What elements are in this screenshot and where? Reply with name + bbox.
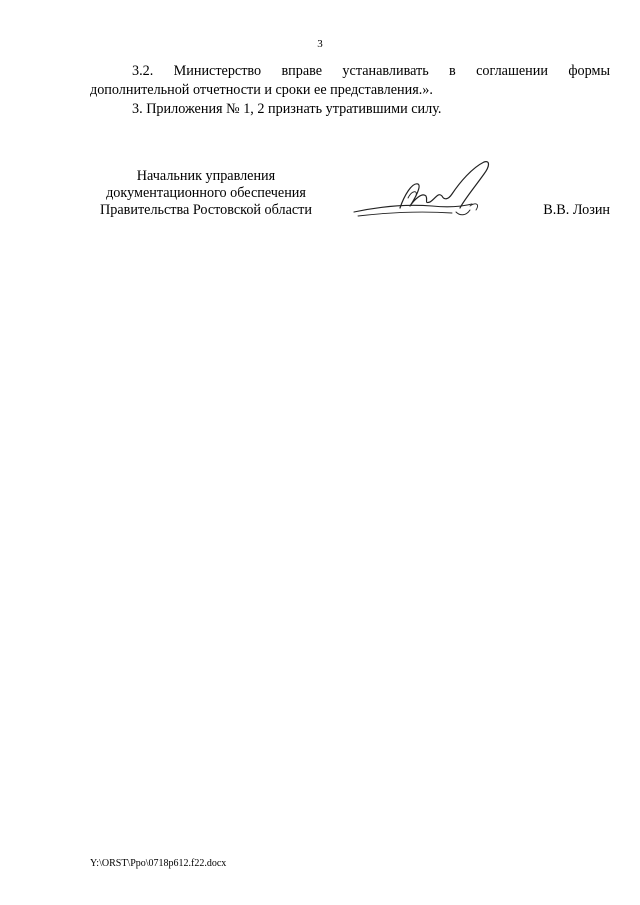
footer-file-path: Y:\ORST\Ppo\0718p612.f22.docx bbox=[90, 858, 227, 869]
page-number: 3 bbox=[317, 38, 323, 50]
signatory-position-line-3: Правительства Ростовской области bbox=[100, 202, 312, 218]
signature-block bbox=[90, 168, 610, 238]
signatory-position-line-2: документационного обеспечения bbox=[106, 185, 306, 201]
signatory-position bbox=[90, 168, 322, 219]
handwritten-signature-icon bbox=[352, 156, 512, 228]
paragraph-ministry-rights: 3.2. Министерство вправе устанавливать в соглашении формы дополнительной отчетности и сроки ее представления.». bbox=[90, 63, 610, 98]
signatory-name: В.В. Лозин bbox=[543, 202, 610, 218]
signatory-position-line-1: Начальник управления bbox=[136, 168, 276, 184]
paragraph-appendices-void: 3. Приложения № 1, 2 признать утратившими силу. bbox=[132, 101, 442, 117]
